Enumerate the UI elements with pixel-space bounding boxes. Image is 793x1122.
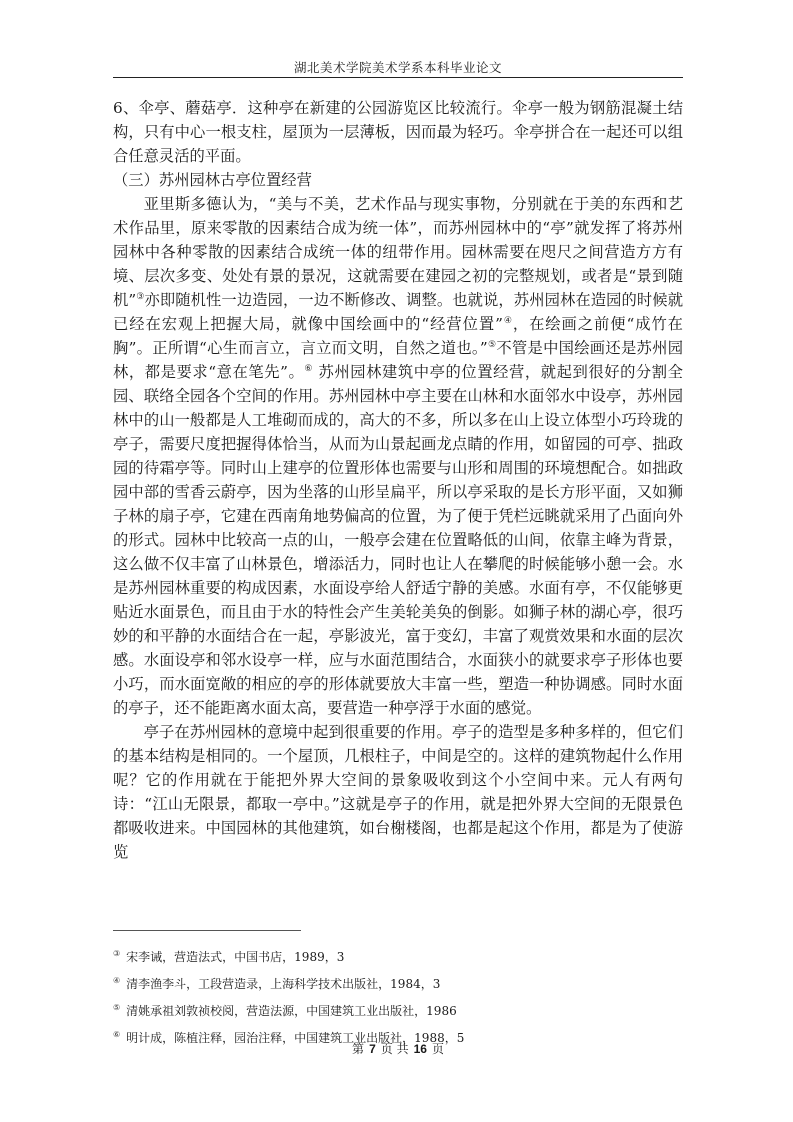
footnotes xyxy=(113,942,683,1050)
current-page-number: 7 xyxy=(369,1042,376,1056)
footnote-mark: ⑥ xyxy=(113,1030,121,1039)
footnote-ref-5[interactable]: ⑤ xyxy=(487,340,497,350)
footnote-ref-6[interactable]: ⑥ xyxy=(304,364,314,374)
footnote-text: 清李渔李斗，工段营造录，上海科学技术出版社，1984，3 xyxy=(126,977,441,991)
paragraph-pavilion-placement xyxy=(113,192,683,720)
page-label-middle: 页 共 xyxy=(380,1042,409,1056)
footnote-divider xyxy=(113,930,301,931)
total-page-count: 16 xyxy=(413,1042,427,1056)
header-divider xyxy=(113,77,683,78)
footnote-mark: ③ xyxy=(113,949,121,958)
footnote-item xyxy=(113,942,683,969)
footnote-mark: ⑤ xyxy=(113,1003,121,1012)
paragraph-text-segment: 亦即随机性一边造园，一边不断修改、调整。也就说，苏州园林在造园的时候就已经在宏观上把握大局，就像中国绘画中的“经营位置” xyxy=(113,291,683,333)
footnote-mark: ④ xyxy=(113,976,121,985)
footnote-ref-4[interactable]: ④ xyxy=(502,316,513,326)
footnote-item xyxy=(113,969,683,996)
footnote-text: 明计成，陈植注释，园治注释，中国建筑工业出版社，1988，5 xyxy=(126,1031,465,1045)
paragraph-pavilion-role: 亭子在苏州园林的意境中起到很重要的作用。亭子的造型是多种多样的，但它们的基本结构是相同的。一个屋顶，几根柱子，中间是空的。这样的建筑物起什么作用呢？它的作用就在于能把外界大空间的景象吸收到这个小空间中来。元人有两句诗：“江山无限景，都取一亭中。”这就是亭子的作用，就是把外界大空间的无限景色都吸收进来。中国园林的其他建筑，如台榭楼阁，也都是起这个作用，都是为了使游览 xyxy=(113,723,683,861)
paragraph-text-segment: 亚里斯多德认为，“美与不美，艺术作品与现实事物，分别就在于美的东西和艺术作品里，原来零散的因素结合成为统一体”，而苏州园林中的“亭”就发挥了将苏州园林中各种零散的因素结合成统一体的纽带作用。园林需要在咫尺之间营造方方有境、层次多变、处处有景的景况，这就需要在建园之初的完整规划，或者是“景到随机” xyxy=(113,195,683,309)
paragraph-text-segment: ，在绘画之前便“成竹在胸”。正所谓“心生而言立，言立而文明，自然之道也。” xyxy=(113,315,683,357)
page-number-footer xyxy=(113,1040,683,1057)
page-label-prefix: 第 xyxy=(352,1042,365,1056)
paragraph-umbrella-pavilion: 6、伞亭、蘑菇亭．这种亭在新建的公园游览区比较流行。伞亭一般为钢筋混凝土结构，只有中心一根支柱，屋顶为一层薄板，因而最为轻巧。伞亭拼合在一起还可以组合任意灵活的平面。 xyxy=(113,99,683,165)
running-header: 湖北美术学院美术学系本科毕业论文 xyxy=(293,60,502,75)
footnote-text: 清姚承祖刘敦祯校阅，营造法源，中国建筑工业出版社，1986 xyxy=(126,1004,457,1018)
footnote-item xyxy=(113,996,683,1023)
footnote-ref-3[interactable]: ③ xyxy=(136,292,145,302)
body-text xyxy=(113,96,683,864)
footnote-text: 宋李诫，营造法式，中国书店，1989，3 xyxy=(126,950,345,964)
section-heading: （三）苏州园林古亭位置经营 xyxy=(113,171,312,189)
paragraph-text-segment: 不管是中国绘画还是苏州园林，都是要求“意在笔先”。 xyxy=(113,339,683,381)
page-label-suffix: 页 xyxy=(431,1042,444,1056)
paragraph-text-segment: 苏州园林建筑中亭的位置经营，就起到很好的分割全园、联络全园各个空间的作用。苏州园林中亭主要在山林和水面邻水中设亭，苏州园林中的山一般都是人工堆砌而成的，高大的不多，所以多在山上设立体型小巧玲珑的亭子，需要尺度把握得体恰当，从而为山景起画龙点睛的作用，如留园的可亭、拙政园的待霜亭等。同时山上建亭的位置形体也需要与山形和周围的环境想配合。如拙政园中部的雪香云蔚亭，因为坐落的山形呈扁平，所以亭采取的是长方形平面，又如狮子林的扇子亭，它建在西南角地势偏高的位置，为了便于凭栏远眺就采用了凸面向外的形式。园林中比较高一点的山，一般亭会建在位置略低的山间，依靠主峰为背景，这么做不仅丰富了山林景色，增添活力，同时也让人在攀爬的时候能够小憩一会。水是苏州园林重要的构成因素，水面设亭给人舒适宁静的美感。水面有亭，不仅能够更贴近水面景色，而且由于水的特性会产生美轮美奂的倒影。如狮子林的湖心亭，很巧妙的和平静的水面结合在一起，亭影波光，富于变幻，丰富了观赏效果和水面的层次感。水面设亭和邻水设亭一样，应与水面范围结合，水面狭小的就要求亭子形体也要小巧，而水面宽敞的相应的亭的形体就要放大丰富一些，塑造一种协调感。同时水面的亭子，还不能距离水面太高，要营造一种亭浮于水面的感觉。 xyxy=(113,363,683,717)
